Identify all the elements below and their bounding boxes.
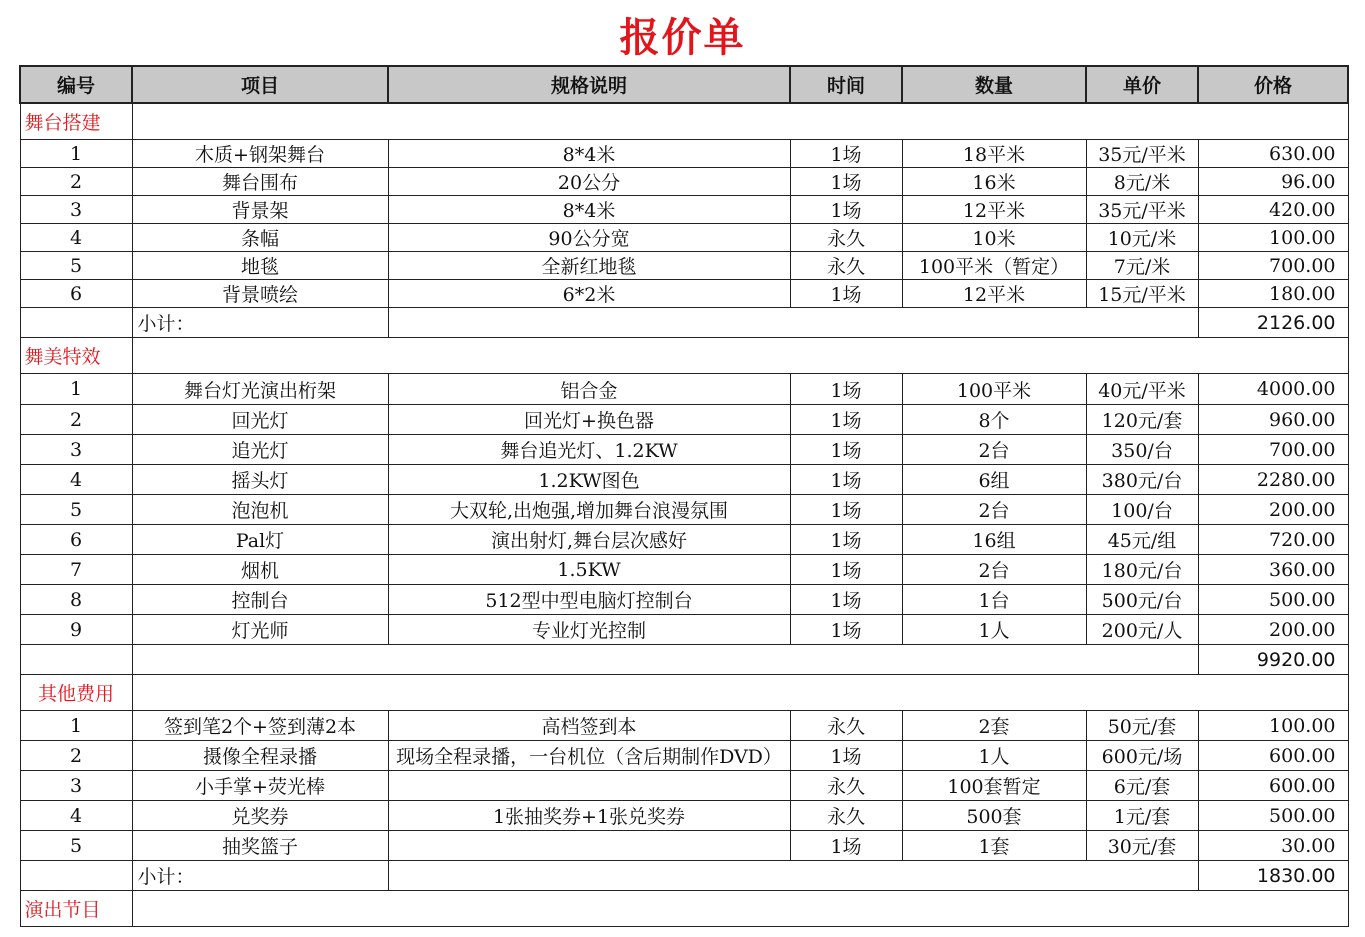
row-number-cell[interactable]: 4 — [20, 224, 132, 252]
time-cell[interactable]: 永久 — [790, 224, 902, 252]
section-header-blank[interactable] — [132, 103, 1348, 140]
spec-description-cell[interactable]: 回光灯+换色器 — [388, 405, 790, 435]
quantity-cell[interactable]: 12平米 — [902, 280, 1086, 308]
row-number-cell[interactable]: 2 — [20, 405, 132, 435]
subtotal-value[interactable]: 1830.00 — [1198, 861, 1348, 891]
quantity-cell[interactable]: 2套 — [902, 711, 1086, 741]
row-number-cell[interactable]: 7 — [20, 555, 132, 585]
quantity-cell[interactable]: 18平米 — [902, 140, 1086, 168]
header-row — [20, 66, 1348, 103]
unit-price-cell[interactable]: 100/台 — [1086, 495, 1198, 525]
price-cell[interactable]: 200.00 — [1198, 615, 1348, 645]
price-cell[interactable]: 420.00 — [1198, 196, 1348, 224]
item-name-cell[interactable]: 追光灯 — [132, 435, 388, 465]
price-cell[interactable]: 500.00 — [1198, 801, 1348, 831]
spec-description-cell[interactable]: 现场全程录播，一台机位（含后期制作DVD） — [388, 741, 790, 771]
row-number-cell[interactable]: 1 — [20, 711, 132, 741]
unit-price-cell[interactable]: 50元/套 — [1086, 711, 1198, 741]
table-row — [20, 495, 1348, 525]
document-title: 报价单 — [619, 14, 746, 61]
table-row — [20, 711, 1348, 741]
section-title[interactable]: 舞台搭建 — [20, 103, 132, 140]
section-header-row — [20, 891, 1348, 927]
header-time[interactable]: 时间 — [790, 66, 902, 103]
row-number-cell[interactable]: 3 — [20, 435, 132, 465]
price-cell[interactable]: 200.00 — [1198, 495, 1348, 525]
table-row — [20, 465, 1348, 495]
spec-description-cell[interactable]: 512型中型电脑灯控制台 — [388, 585, 790, 615]
time-cell[interactable]: 1场 — [790, 741, 902, 771]
price-cell[interactable]: 600.00 — [1198, 771, 1348, 801]
item-name-cell[interactable]: 回光灯 — [132, 405, 388, 435]
quantity-cell[interactable]: 100平米 — [902, 374, 1086, 405]
unit-price-cell[interactable]: 600元/场 — [1086, 741, 1198, 771]
row-number-cell[interactable]: 6 — [20, 525, 132, 555]
subtotal-row — [20, 645, 1348, 675]
unit-price-cell[interactable]: 120元/套 — [1086, 405, 1198, 435]
unit-price-cell[interactable]: 1元/套 — [1086, 801, 1198, 831]
spec-description-cell[interactable]: 1.2KW图色 — [388, 465, 790, 495]
section-header-blank[interactable] — [132, 675, 1348, 711]
item-name-cell[interactable]: 灯光师 — [132, 615, 388, 645]
time-cell[interactable]: 永久 — [790, 711, 902, 741]
unit-price-cell[interactable]: 8元/米 — [1086, 168, 1198, 196]
time-cell[interactable]: 永久 — [790, 801, 902, 831]
quantity-cell[interactable]: 12平米 — [902, 196, 1086, 224]
row-number-cell[interactable]: 5 — [20, 252, 132, 280]
row-number-cell[interactable]: 2 — [20, 741, 132, 771]
quantity-cell[interactable]: 1套 — [902, 831, 1086, 861]
quotation-table — [19, 65, 1349, 927]
table-row — [20, 224, 1348, 252]
header-item[interactable]: 项目 — [132, 66, 388, 103]
time-cell[interactable]: 1场 — [790, 374, 902, 405]
subtotal-value[interactable]: 2126.00 — [1198, 308, 1348, 338]
row-number-cell[interactable]: 3 — [20, 771, 132, 801]
table-row — [20, 405, 1348, 435]
price-cell[interactable]: 100.00 — [1198, 711, 1348, 741]
row-number-cell[interactable]: 8 — [20, 585, 132, 615]
table-row — [20, 280, 1348, 308]
quantity-cell[interactable]: 1台 — [902, 585, 1086, 615]
item-name-cell[interactable]: 抽奖篮子 — [132, 831, 388, 861]
time-cell[interactable]: 永久 — [790, 252, 902, 280]
item-name-cell[interactable]: 摄像全程录播 — [132, 741, 388, 771]
subtotal-label[interactable]: 小计： — [132, 308, 388, 338]
spec-description-cell[interactable]: 大双轮,出炮强,增加舞台浪漫氛围 — [388, 495, 790, 525]
spec-description-cell[interactable]: 20公分 — [388, 168, 790, 196]
subtotal-blank[interactable] — [20, 645, 132, 675]
time-cell[interactable]: 1场 — [790, 168, 902, 196]
time-cell[interactable]: 1场 — [790, 196, 902, 224]
subtotal-blank[interactable] — [20, 861, 132, 891]
subtotal-spacer[interactable] — [388, 861, 1198, 891]
table-row — [20, 831, 1348, 861]
spec-description-cell[interactable]: 全新红地毯 — [388, 252, 790, 280]
table-row — [20, 801, 1348, 831]
table-row — [20, 140, 1348, 168]
price-cell[interactable]: 960.00 — [1198, 405, 1348, 435]
unit-price-cell[interactable]: 35元/平米 — [1086, 140, 1198, 168]
spec-description-cell[interactable]: 8*4米 — [388, 140, 790, 168]
item-name-cell[interactable]: 小手掌+荧光棒 — [132, 771, 388, 801]
unit-price-cell[interactable]: 200元/人 — [1086, 615, 1198, 645]
section-header-row — [20, 675, 1348, 711]
spec-description-cell[interactable]: 6*2米 — [388, 280, 790, 308]
item-name-cell[interactable]: 签到笔2个+签到薄2本 — [132, 711, 388, 741]
header-qty[interactable]: 数量 — [902, 66, 1086, 103]
unit-price-cell[interactable]: 45元/组 — [1086, 525, 1198, 555]
quantity-cell[interactable]: 100平米（暂定） — [902, 252, 1086, 280]
time-cell[interactable]: 1场 — [790, 525, 902, 555]
table-row — [20, 168, 1348, 196]
item-name-cell[interactable]: 摇头灯 — [132, 465, 388, 495]
spec-description-cell[interactable]: 8*4米 — [388, 196, 790, 224]
section-header-blank[interactable] — [132, 338, 1348, 374]
price-cell[interactable]: 700.00 — [1198, 252, 1348, 280]
row-number-cell[interactable]: 6 — [20, 280, 132, 308]
time-cell[interactable]: 1场 — [790, 435, 902, 465]
price-cell[interactable]: 700.00 — [1198, 435, 1348, 465]
item-name-cell[interactable]: 木质+钢架舞台 — [132, 140, 388, 168]
spec-description-cell[interactable]: 1.5KW — [388, 555, 790, 585]
subtotal-label[interactable] — [132, 645, 1198, 675]
time-cell[interactable]: 永久 — [790, 771, 902, 801]
spec-description-cell[interactable]: 铝合金 — [388, 374, 790, 405]
table-row — [20, 741, 1348, 771]
subtotal-row — [20, 861, 1348, 891]
table-row — [20, 252, 1348, 280]
table-row — [20, 435, 1348, 465]
quantity-cell[interactable]: 1人 — [902, 741, 1086, 771]
time-cell[interactable]: 1场 — [790, 831, 902, 861]
price-cell[interactable]: 2280.00 — [1198, 465, 1348, 495]
price-cell[interactable]: 96.00 — [1198, 168, 1348, 196]
subtotal-value[interactable]: 9920.00 — [1198, 645, 1348, 675]
header-spec[interactable]: 规格说明 — [388, 66, 790, 103]
price-cell[interactable]: 30.00 — [1198, 831, 1348, 861]
item-name-cell[interactable]: 兑奖券 — [132, 801, 388, 831]
spec-description-cell[interactable]: 90公分宽 — [388, 224, 790, 252]
time-cell[interactable]: 1场 — [790, 405, 902, 435]
item-name-cell[interactable]: 条幅 — [132, 224, 388, 252]
item-name-cell[interactable]: 背景喷绘 — [132, 280, 388, 308]
quantity-cell[interactable]: 16米 — [902, 168, 1086, 196]
row-number-cell[interactable]: 1 — [20, 374, 132, 405]
price-cell[interactable]: 630.00 — [1198, 140, 1348, 168]
price-cell[interactable]: 360.00 — [1198, 555, 1348, 585]
unit-price-cell[interactable]: 180元/台 — [1086, 555, 1198, 585]
quantity-cell[interactable]: 8个 — [902, 405, 1086, 435]
item-name-cell[interactable]: Pal灯 — [132, 525, 388, 555]
quantity-cell[interactable]: 10米 — [902, 224, 1086, 252]
unit-price-cell[interactable]: 35元/平米 — [1086, 196, 1198, 224]
table-row — [20, 771, 1348, 801]
unit-price-cell[interactable]: 10元/米 — [1086, 224, 1198, 252]
time-cell[interactable]: 1场 — [790, 585, 902, 615]
subtotal-row — [20, 308, 1348, 338]
time-cell[interactable]: 1场 — [790, 280, 902, 308]
row-number-cell[interactable]: 5 — [20, 495, 132, 525]
item-name-cell[interactable]: 舞台围布 — [132, 168, 388, 196]
section-header-row — [20, 103, 1348, 140]
row-number-cell[interactable]: 9 — [20, 615, 132, 645]
quantity-cell[interactable]: 16组 — [902, 525, 1086, 555]
spec-description-cell[interactable]: 1张抽奖券+1张兑奖券 — [388, 801, 790, 831]
price-cell[interactable]: 100.00 — [1198, 224, 1348, 252]
table-row — [20, 615, 1348, 645]
row-number-cell[interactable]: 1 — [20, 140, 132, 168]
spec-description-cell[interactable] — [388, 771, 790, 801]
price-cell[interactable]: 500.00 — [1198, 585, 1348, 615]
section-header-row — [20, 338, 1348, 374]
spec-description-cell[interactable]: 演出射灯,舞台层次感好 — [388, 525, 790, 555]
row-number-cell[interactable]: 4 — [20, 801, 132, 831]
item-name-cell[interactable]: 控制台 — [132, 585, 388, 615]
subtotal-spacer[interactable] — [388, 308, 1198, 338]
item-name-cell[interactable]: 泡泡机 — [132, 495, 388, 525]
price-cell[interactable]: 180.00 — [1198, 280, 1348, 308]
unit-price-cell[interactable]: 350/台 — [1086, 435, 1198, 465]
spec-description-cell[interactable]: 专业灯光控制 — [388, 615, 790, 645]
subtotal-label[interactable]: 小计： — [132, 861, 388, 891]
quantity-cell[interactable]: 6组 — [902, 465, 1086, 495]
price-cell[interactable]: 600.00 — [1198, 741, 1348, 771]
row-number-cell[interactable]: 3 — [20, 196, 132, 224]
quantity-cell[interactable]: 2台 — [902, 555, 1086, 585]
item-name-cell[interactable]: 地毯 — [132, 252, 388, 280]
unit-price-cell[interactable]: 380元/台 — [1086, 465, 1198, 495]
section-title[interactable]: 舞美特效 — [20, 338, 132, 374]
spec-description-cell[interactable]: 舞台追光灯、1.2KW — [388, 435, 790, 465]
price-cell[interactable]: 720.00 — [1198, 525, 1348, 555]
quantity-cell[interactable]: 1人 — [902, 615, 1086, 645]
unit-price-cell[interactable]: 15元/平米 — [1086, 280, 1198, 308]
time-cell[interactable]: 1场 — [790, 555, 902, 585]
row-number-cell[interactable]: 2 — [20, 168, 132, 196]
unit-price-cell[interactable]: 30元/套 — [1086, 831, 1198, 861]
time-cell[interactable]: 1场 — [790, 140, 902, 168]
unit-price-cell[interactable]: 7元/米 — [1086, 252, 1198, 280]
price-cell[interactable]: 4000.00 — [1198, 374, 1348, 405]
quantity-cell[interactable]: 2台 — [902, 495, 1086, 525]
table-row — [20, 196, 1348, 224]
item-name-cell[interactable]: 背景架 — [132, 196, 388, 224]
quantity-cell[interactable]: 500套 — [902, 801, 1086, 831]
spec-description-cell[interactable]: 高档签到本 — [388, 711, 790, 741]
unit-price-cell[interactable]: 40元/平米 — [1086, 374, 1198, 405]
section-title[interactable]: 演出节目 — [20, 891, 132, 927]
header-price[interactable]: 价格 — [1198, 66, 1348, 103]
time-cell[interactable]: 1场 — [790, 615, 902, 645]
table-row — [20, 585, 1348, 615]
item-name-cell[interactable]: 舞台灯光演出桁架 — [132, 374, 388, 405]
time-cell[interactable]: 1场 — [790, 495, 902, 525]
quantity-cell[interactable]: 100套暂定 — [902, 771, 1086, 801]
unit-price-cell[interactable]: 500元/台 — [1086, 585, 1198, 615]
row-number-cell[interactable]: 4 — [20, 465, 132, 495]
header-unit-price[interactable]: 单价 — [1086, 66, 1198, 103]
section-header-blank[interactable] — [132, 891, 1348, 927]
subtotal-blank[interactable] — [20, 308, 132, 338]
quantity-cell[interactable]: 2台 — [902, 435, 1086, 465]
table-row — [20, 374, 1348, 405]
row-number-cell[interactable]: 5 — [20, 831, 132, 861]
section-title[interactable]: 其他费用 — [20, 675, 132, 711]
unit-price-cell[interactable]: 6元/套 — [1086, 771, 1198, 801]
table-row — [20, 555, 1348, 585]
spec-description-cell[interactable] — [388, 831, 790, 861]
time-cell[interactable]: 1场 — [790, 465, 902, 495]
table-row — [20, 525, 1348, 555]
item-name-cell[interactable]: 烟机 — [132, 555, 388, 585]
header-no[interactable]: 编号 — [20, 66, 132, 103]
